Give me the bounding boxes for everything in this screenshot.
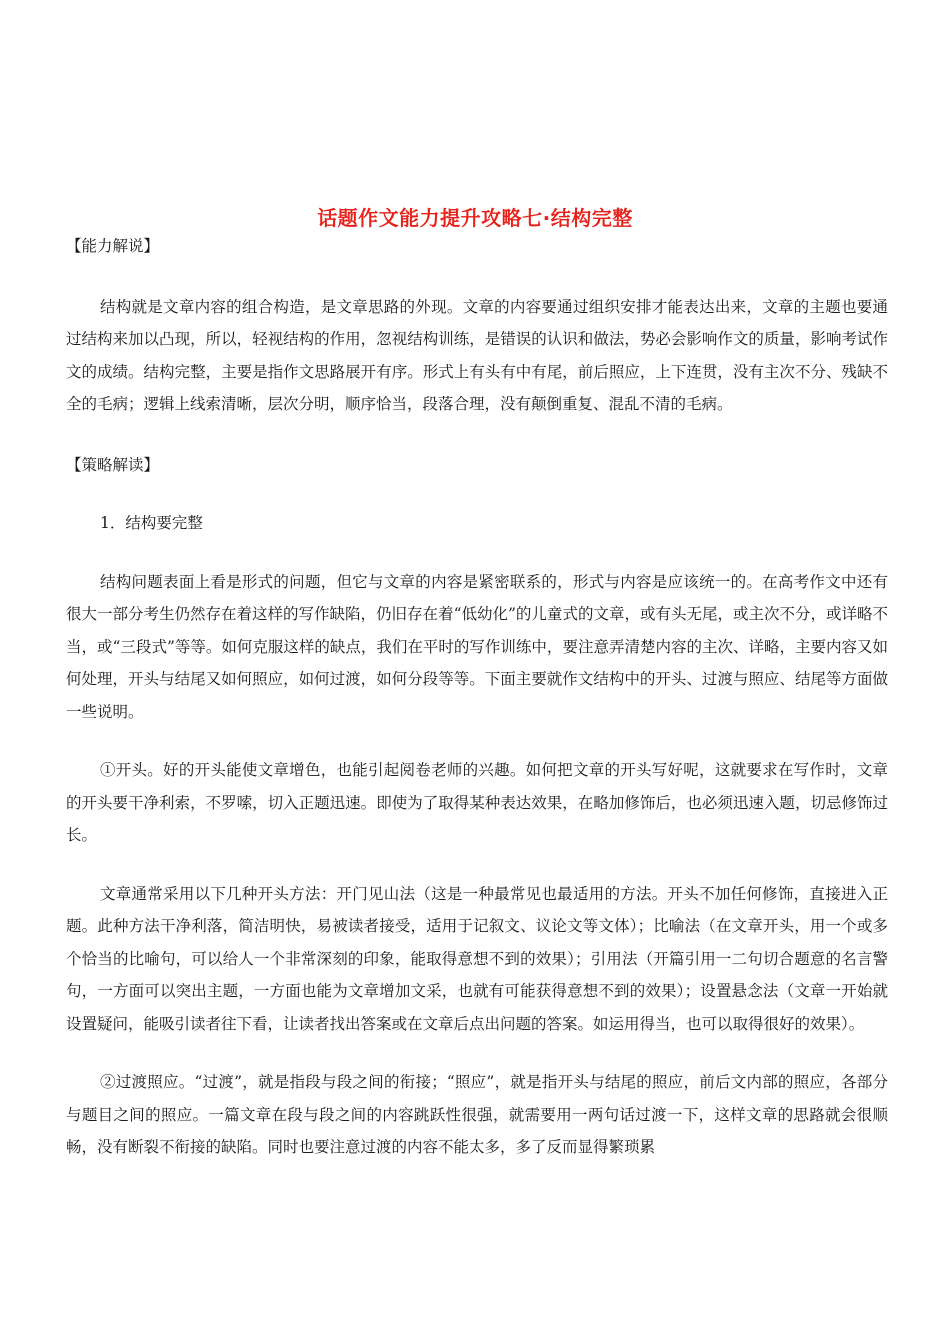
paragraph-transition: ②过渡照应。“过渡”，就是指段与段之间的衔接；“照应”，就是指开头与结尾的照应，前后文内部的照应，各部分与题目之间的照应。一篇文章在段与段之间的内容跳跃性很强，就需要用一两句话过渡一下，这样文章的思路就会很顺畅，没有断裂不衔接的缺陷。同时也要注意过渡的内容不能太多，多了反而显得繁琐累 xyxy=(66,1073,888,1156)
section-heading-ability: 【能力解说】 xyxy=(66,237,160,255)
spacer xyxy=(66,540,888,566)
paragraph-opening-methods: 文章通常采用以下几种开头方法：开门见山法（这是一种最常见也最适用的方法。开头不加任何修饰，直接进入正题。此种方法干净利落，简洁明快，易被读者接受，适用于记叙文、议论文等文体）；比喻法（在文章开头，用一个或多个恰当的比喻句，可以给人一个非常深刻的印象，能取得意想不到的效果）；引用法（开篇引用一二句切合题意的名言警句，一方面可以突出主题，一方面也能为文章增加文采，也就有可能获得意想不到的效果）；设置悬念法（文章一开始就设置疑问，能吸引读者往下看，让读者找出答案或在文章后点出问题的答案。如运用得当，也可以取得很好的效果）。 xyxy=(66,884,888,1033)
spacer xyxy=(66,481,888,507)
section-heading-strategy: 【策略解读】 xyxy=(66,455,160,474)
spacer xyxy=(66,852,888,878)
spacer xyxy=(66,1040,888,1066)
paragraph-ability-explanation: 结构就是文章内容的组合构造，是文章思路的外现。文章的内容要通过组织安排才能表达出来，文章的主题也要通过结构来加以凸现，所以，轻视结构的作用，忽视结构训练，是错误的认识和做法，势必会影响作文的质量，影响考试作文的成绩。结构完整，主要是指作文思路展开有序。形式上有头有中有尾，前后照应，上下连贯，没有主次不分、残缺不全的毛病；逻辑上线索清晰，层次分明，顺序恰当，段落合理，没有颠倒重复、混乱不清的毛病。 xyxy=(66,297,888,413)
document-body xyxy=(66,230,888,1164)
paragraph-structure-form: 结构问题表面上看是形式的问题，但它与文章的内容是紧密联系的，形式与内容是应该统一的。在高考作文中还有很大一部分考生仍然存在着这样的写作缺陷，仍旧存在着“低幼化”的儿童式的文章，或有头无尾，或主次不分，或详略不当，或“三段式”等等。如何克服这样的缺点，我们在平时的写作训练中，要注意弄清楚内容的主次、详略，主要内容又如何处理，开头与结尾又如何照应，如何过渡，如何分段等等。下面主要就作文结构中的开头、过渡与照应、结尾等方面做一些说明。 xyxy=(66,572,888,721)
list-item-structure-complete: 1．结构要完整 xyxy=(100,514,203,532)
spacer xyxy=(66,728,888,754)
document-title: 话题作文能力提升攻略七·结构完整 xyxy=(317,206,633,230)
spacer xyxy=(66,263,888,291)
spacer xyxy=(66,421,888,449)
paragraph-opening: ①开头。好的开头能使文章增色，也能引起阅卷老师的兴趣。如何把文章的开头写好呢，这就要求在写作时，文章的开头要干净利索，不罗嗦，切入正题迅速。即使为了取得某种表达效果，在略加修饰后，也必须迅速入题，切忌修饰过长。 xyxy=(66,761,888,844)
